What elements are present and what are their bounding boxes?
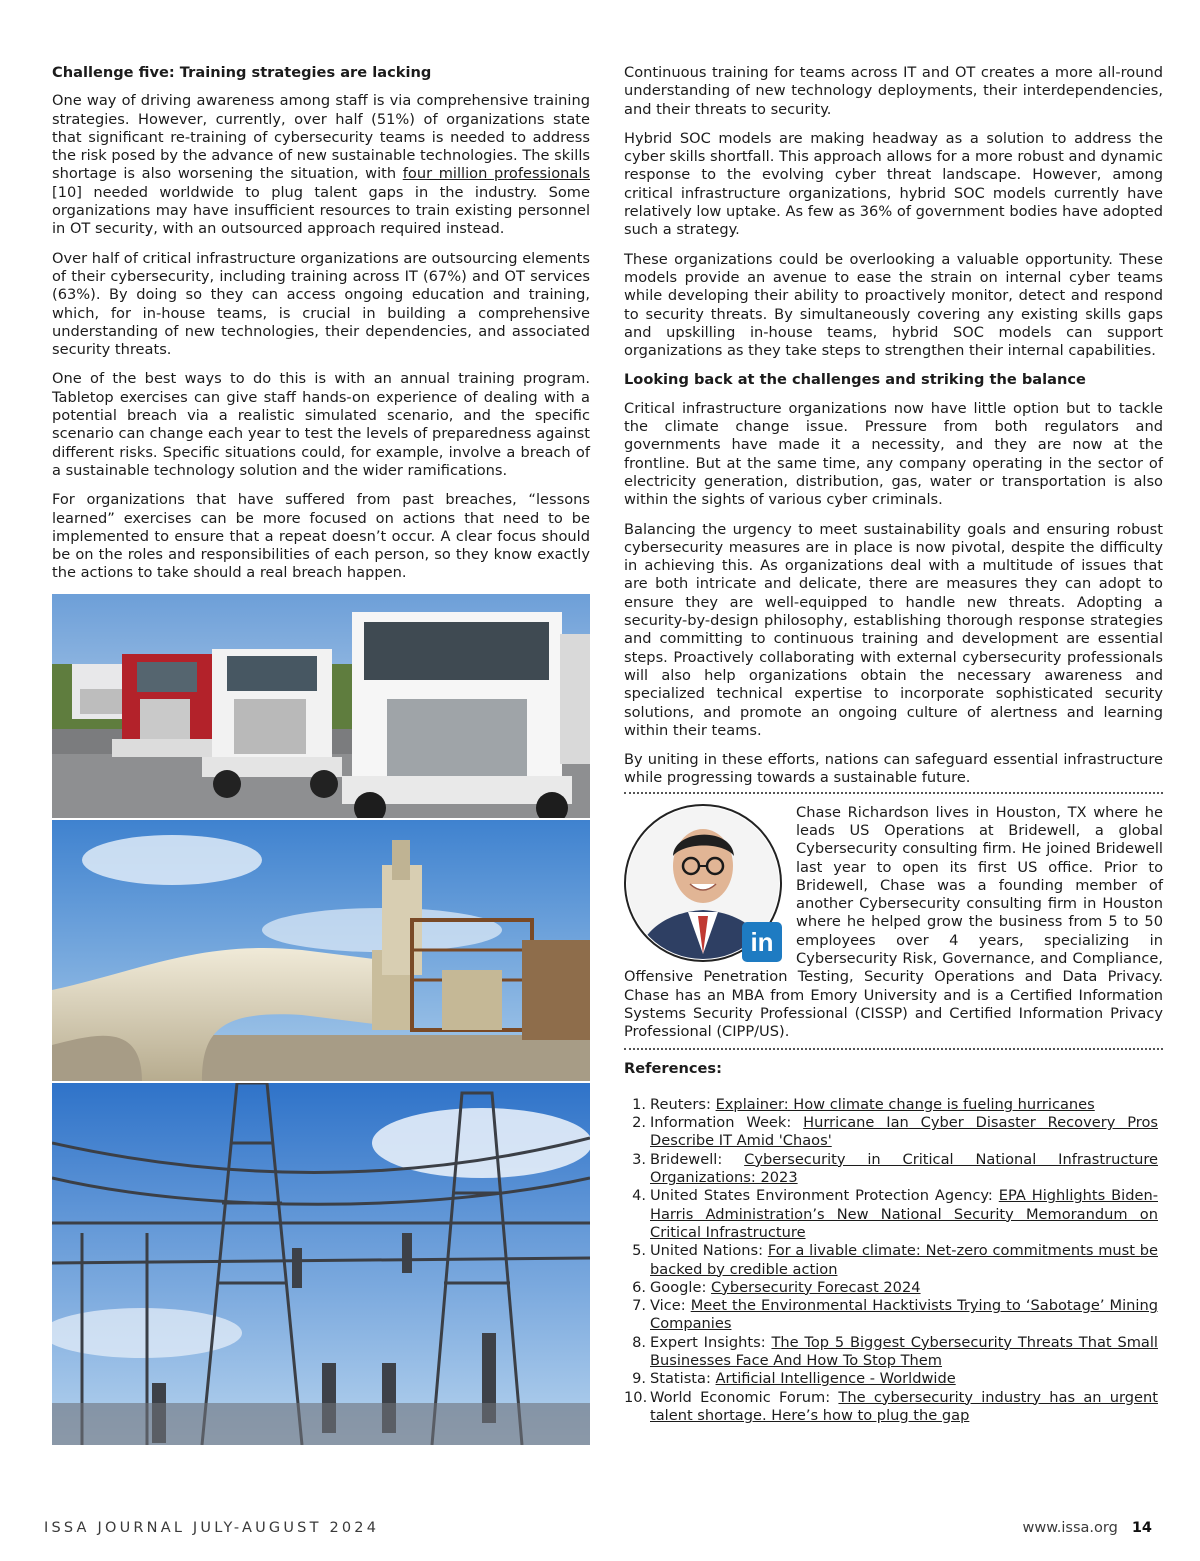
journal-issue-label: ISSA JOURNAL JULY-AUGUST 2024 (44, 1520, 380, 1536)
reference-item (624, 1297, 1158, 1334)
reference-number: 10. (624, 1388, 648, 1406)
reference-number: 7. (632, 1297, 646, 1315)
reference-item (624, 1334, 1158, 1371)
reference-link[interactable]: Hurricane Ian Cyber Disaster Recovery Pros Describe IT Amid 'Chaos' (650, 1114, 1158, 1150)
references-heading: References: (624, 1059, 722, 1077)
reference-source: Vice: (650, 1297, 691, 1315)
text-run: One way of driving awareness among staff is via comprehensive training strategies. However, currently, over half (51%) of organizations state that significant re-training of cybersecurity teams is needed to address the risk posed by the advance of new sustainable technologies. The skills shortage is also worsening the situation, with (52, 92, 590, 183)
reference-link[interactable]: Cybersecurity Forecast 2024 (711, 1278, 921, 1296)
text-run: [10] needed worldwide to plug talent gaps in the industry. Some organizations may have insufficient resources to train existing personnel in OT security, with an outsourced approach required instead. (52, 183, 590, 238)
paragraph: One of the best ways to do this is with an annual training program. Tabletop exercises can give staff hands-on experience of dealing with a potential breach via a realistic simulated scenario, and the specific scenario can change each year to test the levels of preparedness against different risks. Specific situations could, for example, involve a breach of a sustainable technology solution and the wider ramifications. (52, 370, 590, 479)
divider (624, 792, 1163, 794)
link-four-million-professionals[interactable]: four million professionals (402, 165, 590, 183)
reference-source: Google: (650, 1278, 712, 1296)
footer-right (1023, 1520, 1152, 1536)
paragraph: Hybrid SOC models are making headway as a solution to address the cyber skills shortfall. This approach allows for a more robust and dynamic response to the evolving cyber threat landscape. However, among critical infrastructure organizations, hybrid SOC models currently have relatively low uptake. As few as 36% of government bodies have adopted such a strategy. (624, 129, 1163, 239)
reference-source: United States Environment Protection Agency: (650, 1187, 999, 1205)
reference-number: 9. (632, 1370, 646, 1388)
reference-item (624, 1187, 1158, 1242)
author-bio-text: Chase Richardson lives in Houston, TX where he leads US Operations at Bridewell, a global Cybersecurity consulting firm. He joined Bridewell last year to open its first US office. Prior to Bridewell, Chase was a founding member of another Cybersecurity consulting firm in Houston where he helped grow the business from 5 to 50 employees over 4 years, specializing in Cybersecurity Risk, Governance, and Compliance, Offensive Penetration Testing, Security Operations and Data Privacy. Chase has an MBA from Emory University and is a Certified Information Systems Security Professional (CISSP) and Certified Information Privacy Professional (CIPP/US). (624, 803, 1163, 1041)
pipeline-photo (52, 820, 590, 1081)
page-footer (44, 1520, 1156, 1561)
left-column (52, 64, 590, 1445)
author-portrait (624, 804, 782, 962)
paragraph: These organizations could be overlooking a valuable opportunity. These models provide an avenue to ease the strain on internal cyber teams while developing their ability to proactively monitor, detect and respond to security threats. By simultaneously covering any existing skills gaps and upskilling in-house teams, hybrid SOC models can support organizations as they take steps to strengthen their internal capabilities. (624, 250, 1163, 360)
reference-item (624, 1279, 1158, 1297)
reference-number: 6. (632, 1278, 646, 1296)
reference-link[interactable]: Artificial Intelligence - Worldwide (715, 1370, 956, 1388)
trucks-photo (52, 594, 590, 818)
reference-link[interactable]: The Top 5 Biggest Cybersecurity Threats That Small Businesses Face And How To Stop Them (650, 1333, 1158, 1369)
reference-link[interactable]: Cybersecurity in Critical National Infrastructure Organizations: 2023 (650, 1150, 1159, 1187)
reference-number: 3. (632, 1150, 646, 1168)
reference-source: Bridewell: (650, 1150, 745, 1168)
paragraph (52, 92, 590, 238)
right-column (624, 64, 1163, 1425)
reference-link[interactable]: Meet the Environmental Hacktivists Trying to ‘Sabotage’ Mining Companies (650, 1297, 1158, 1333)
reference-item (624, 1242, 1158, 1279)
references-list (624, 1096, 1163, 1425)
paragraph: Over half of critical infrastructure organizations are outsourcing elements of their cybersecurity, including training across IT (67%) and OT services (63%). By doing so they can access ongoing education and training, which, for in-house teams, is crucial in building a comprehensive understanding of new technologies, their dependencies, and associated security threats. (52, 249, 590, 359)
reference-item (624, 1151, 1158, 1188)
divider (624, 1048, 1163, 1050)
section-heading-challenge-five: Challenge five: Training strategies are lacking (52, 64, 432, 81)
reference-link[interactable]: The cybersecurity industry has an urgent talent shortage. Here’s how to plug the gap (650, 1388, 1158, 1424)
reference-source: United Nations: (650, 1242, 768, 1260)
reference-number: 8. (632, 1333, 646, 1351)
reference-number: 4. (632, 1187, 646, 1205)
paragraph: Balancing the urgency to meet sustainability goals and ensuring robust cybersecurity measures are in place is now pivotal, despite the difficulty in achieving this. As organizations deal with a multitude of issues that are both intricate and delicate, there are measures they can adopt to ensure they are well-equipped to handle new threats. Adopting a security-by-design philosophy, establishing thorough response strategies and committing to continuous training and development are essential steps. Proactively collaborating with external cybersecurity professionals will also help organizations obtain the necessary awareness and specialized technical expertise to incorporate sophisticated security solutions, and promote an ongoing culture of alertness and learning within their teams. (624, 520, 1163, 739)
section-heading-looking-back: Looking back at the challenges and striking the balance (624, 371, 1086, 389)
page-number: 14 (1131, 1520, 1152, 1536)
linkedin-label: in (750, 926, 774, 957)
reference-item (624, 1096, 1158, 1114)
paragraph: By uniting in these efforts, nations can safeguard essential infrastructure while progressing towards a sustainable future. (624, 751, 1163, 787)
reference-number: 1. (632, 1095, 646, 1113)
reference-source: Expert Insights: (650, 1333, 772, 1351)
reference-item (624, 1389, 1158, 1426)
website-link[interactable]: www.issa.org (1022, 1520, 1118, 1536)
reference-item (624, 1114, 1158, 1151)
reference-link[interactable]: EPA Highlights Biden-Harris Administration’s New National Security Memorandum on Critical Infrastructure (650, 1187, 1158, 1241)
reference-source: Reuters: (650, 1095, 716, 1113)
reference-number: 2. (632, 1114, 646, 1132)
paragraph: For organizations that have suffered from past breaches, “lessons learned” exercises can be more focused on actions that need to be implemented to ensure that a repeat doesn’t occur. A clear focus should be on the roles and responsibilities of each person, so they know exactly the actions to take should a real breach happen. (52, 491, 590, 582)
paragraph: Critical infrastructure organizations now have little option but to tackle the climate change issue. Pressure from both regulators and governments have made it a necessity, and they are now at the frontline. But at the same time, any company operating in the sector of electricity generation, distribution, gas, water or transportation is also within the sights of various cyber criminals. (624, 399, 1163, 509)
reference-item (624, 1370, 1158, 1388)
reference-source: Statista: (650, 1370, 716, 1388)
reference-source: Information Week: (650, 1114, 804, 1132)
power-substation-photo (52, 1083, 590, 1445)
reference-source: World Economic Forum: (650, 1388, 839, 1406)
paragraph: Continuous training for teams across IT and OT creates a more all-round understanding of new technology deployments, their interdependencies, and their threats to security. (624, 64, 1163, 118)
author-bio (624, 804, 1163, 1042)
reference-link[interactable]: For a livable climate: Net-zero commitments must be backed by credible action (650, 1242, 1158, 1278)
linkedin-icon[interactable] (742, 922, 782, 962)
reference-number: 5. (632, 1242, 646, 1260)
reference-link[interactable]: Explainer: How climate change is fueling hurricanes (715, 1095, 1095, 1113)
